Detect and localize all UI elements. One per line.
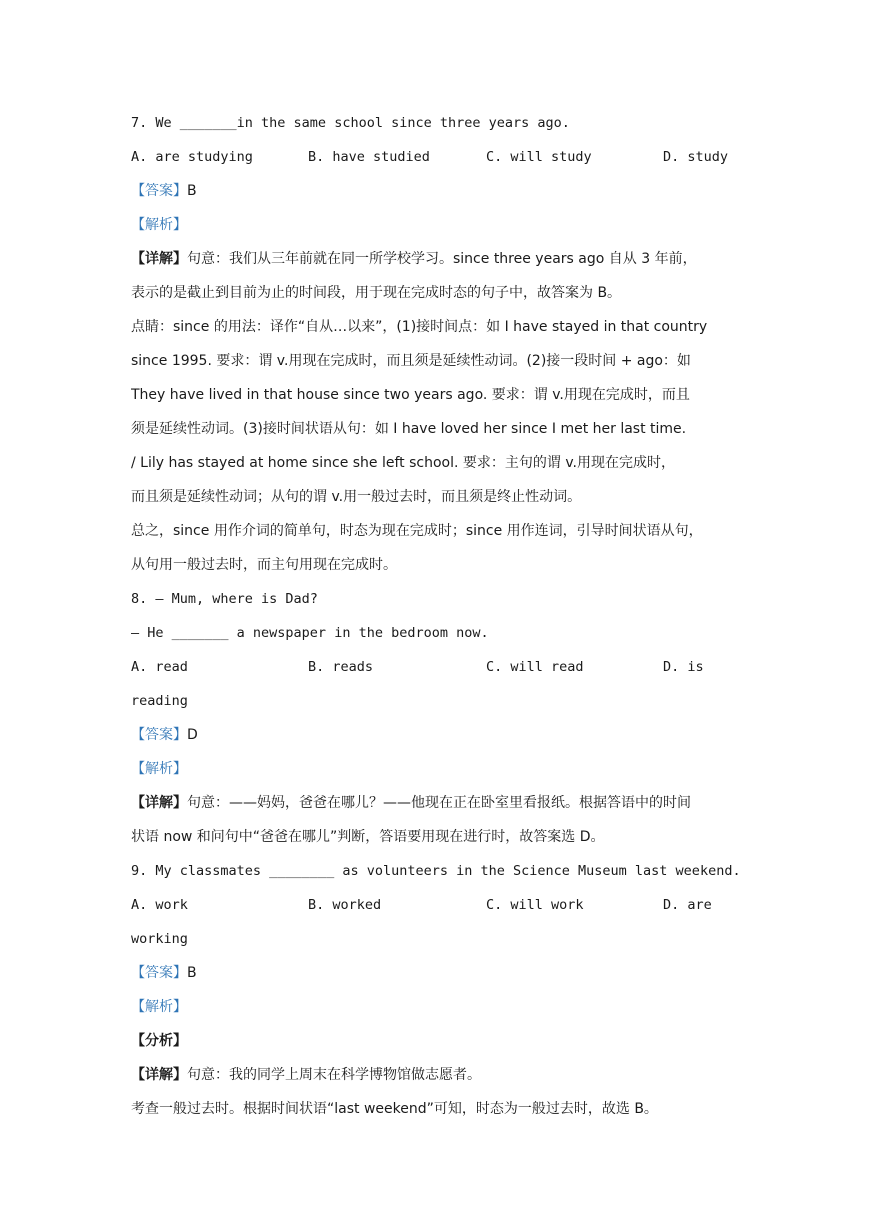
- option-a: A. read: [131, 659, 188, 675]
- option-b: B. worked: [308, 897, 382, 913]
- explanation-line: 表示的是截止到目前为止的时间段，用于现在完成时态的句子中，故答案为 B。: [131, 285, 622, 301]
- answer-value: B: [187, 183, 197, 199]
- explanation-line: / Lily has stayed at home since she left school. 要求：主句的谓 v.用现在完成时，: [131, 455, 675, 471]
- option-b: B. have studied: [308, 149, 430, 165]
- analysis-row: [131, 990, 741, 1024]
- answer-row: [131, 718, 741, 752]
- analysis-row: [131, 208, 741, 242]
- detail-tag: 【详解】: [131, 251, 187, 267]
- question-8-options: [131, 650, 741, 684]
- explanation-line: 句意：——妈妈，爸爸在哪儿？——他现在正在卧室里看报纸。根据答语中的时间: [187, 795, 691, 811]
- answer-row: [131, 174, 741, 208]
- option-d: D. is: [663, 659, 704, 675]
- analysis-row: [131, 752, 741, 786]
- analysis-tag: 【解析】: [131, 999, 187, 1015]
- explanation-line: 须是延续性动词。(3)接时间状语从句：如 I have loved her since I met her last time.: [131, 421, 687, 437]
- option-a: A. work: [131, 897, 188, 913]
- explanation-line: 句意：我的同学上周末在科学博物馆做志愿者。: [187, 1067, 481, 1083]
- option-d-wrap: reading: [131, 693, 188, 709]
- option-d: D. are: [663, 897, 712, 913]
- answer-tag: 【答案】: [131, 183, 187, 199]
- explanation-line: They have lived in that house since two years ago. 要求：谓 v.用现在完成时，而且: [131, 387, 690, 403]
- question-8-response: — He _______ a newspaper in the bedroom now.: [131, 625, 489, 641]
- option-d-wrap: working: [131, 931, 188, 947]
- analysis-tag: 【解析】: [131, 761, 187, 777]
- question-7-stem: 7. We _______in the same school since three years ago.: [131, 115, 570, 131]
- explanation-line: 点睛：since 的用法：译作“自从…以来”，(1)接时间点：如 I have stayed in that country: [131, 319, 708, 335]
- option-c: C. will read: [486, 659, 584, 675]
- detail-row: [131, 242, 741, 276]
- answer-value: D: [187, 727, 198, 743]
- option-b: B. reads: [308, 659, 374, 675]
- detail-tag: 【详解】: [131, 795, 187, 811]
- detail-row: [131, 1058, 741, 1092]
- explanation-line: 而且须是延续性动词；从句的谓 v.用一般过去时，而且须是终止性动词。: [131, 489, 582, 505]
- explanation-line: 句意：我们从三年前就在同一所学校学习。since three years ago 自从 3 年前，: [187, 251, 697, 267]
- explanation-line: 考查一般过去时。根据时间状语“last weekend”可知，时态为一般过去时，故选 B。: [131, 1101, 658, 1117]
- explanation-line: since 1995. 要求：谓 v.用现在完成时，而且须是延续性动词。(2)接一段时间 + ago：如: [131, 353, 691, 369]
- question-7-options: [131, 140, 741, 174]
- analysis-tag: 【解析】: [131, 217, 187, 233]
- explanation-line: 从句用一般过去时，而主句用现在完成时。: [131, 557, 397, 573]
- question-9-options: [131, 888, 741, 922]
- answer-tag: 【答案】: [131, 965, 187, 981]
- answer-tag: 【答案】: [131, 727, 187, 743]
- document-page: [131, 106, 741, 1126]
- answer-row: [131, 956, 741, 990]
- explanation-line: 状语 now 和问句中“爸爸在哪儿”判断，答语要用现在进行时，故答案选 D。: [131, 829, 605, 845]
- option-d: D. study: [663, 149, 729, 165]
- fenxi-tag: 【分析】: [131, 1033, 187, 1049]
- detail-row: [131, 786, 741, 820]
- fenxi-row: [131, 1024, 741, 1058]
- answer-value: B: [187, 965, 197, 981]
- question-8-stem: 8. — Mum, where is Dad?: [131, 591, 318, 607]
- question-9-stem: 9. My classmates ________ as volunteers in the Science Museum last weekend.: [131, 863, 741, 879]
- detail-tag: 【详解】: [131, 1067, 187, 1083]
- option-c: C. will study: [486, 149, 592, 165]
- explanation-line: 总之，since 用作介词的简单句，时态为现在完成时；since 用作连词，引导时间状语从句，: [131, 523, 703, 539]
- option-c: C. will work: [486, 897, 584, 913]
- option-a: A. are studying: [131, 149, 253, 165]
